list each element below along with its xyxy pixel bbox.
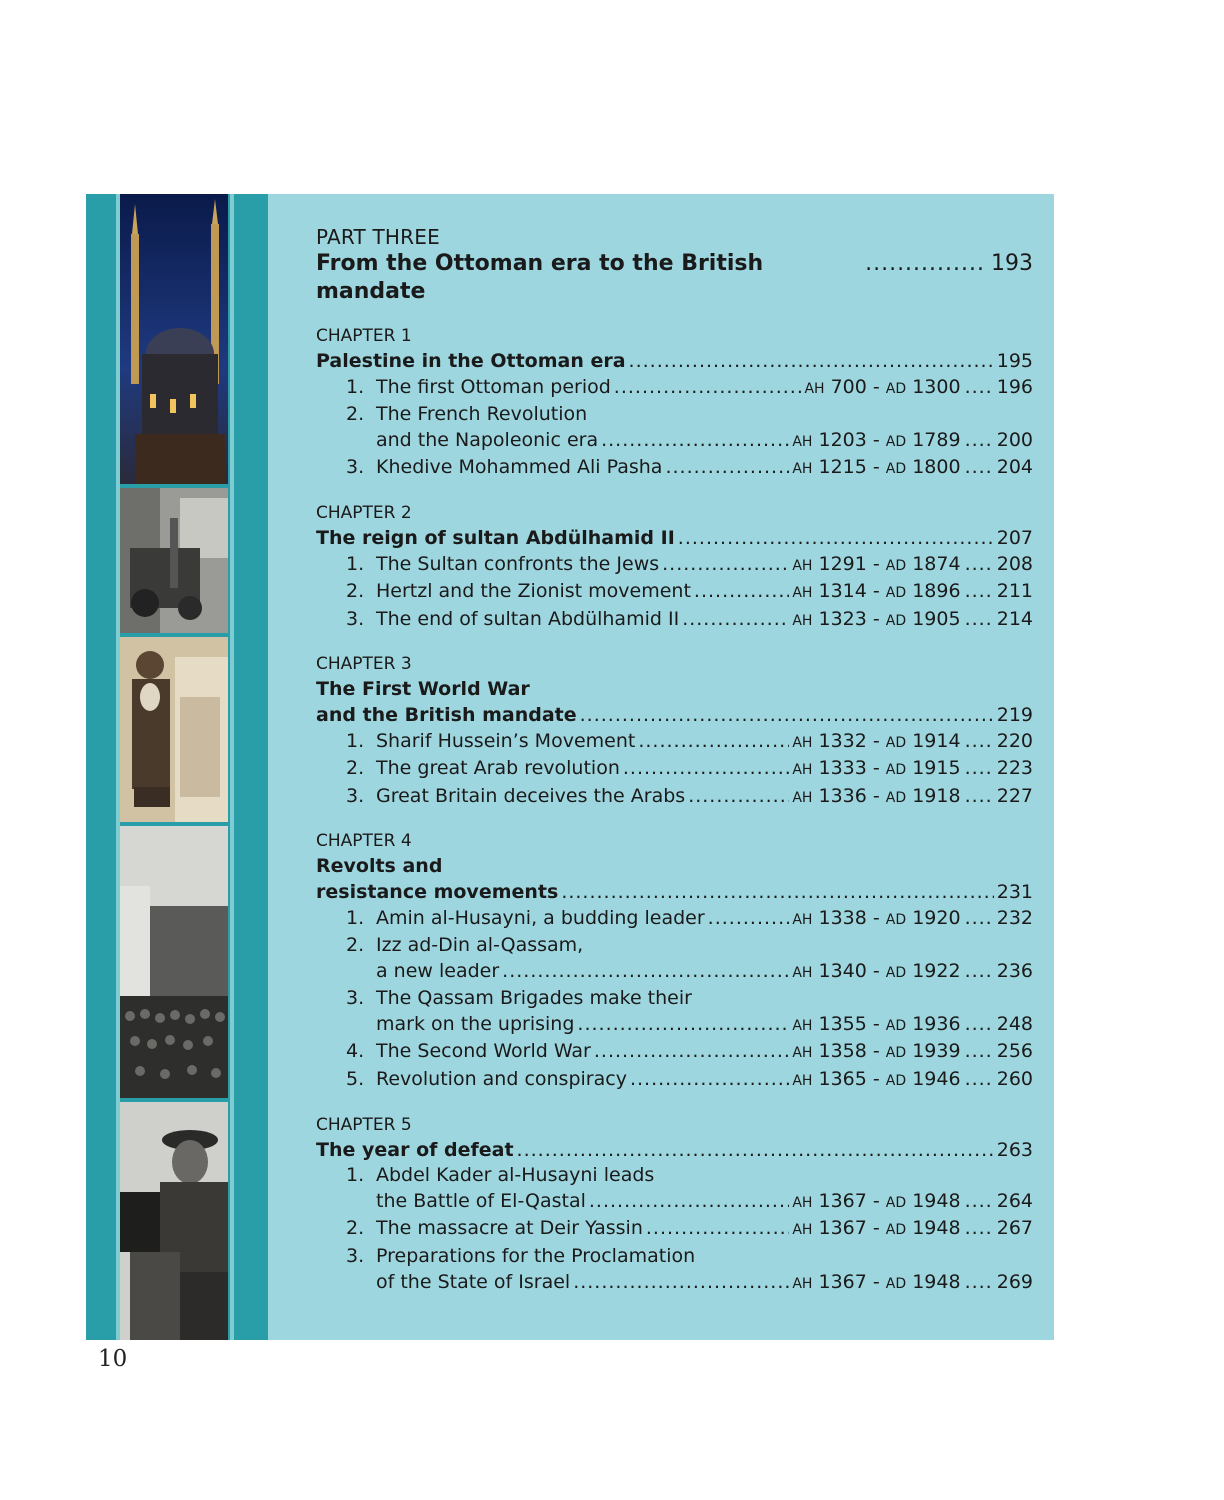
chapter-page: 207 [996, 526, 1033, 549]
street-scene-photo [120, 488, 228, 633]
section-date: AH 1355 - AD 1936 [792, 1012, 961, 1035]
chapter-title: The First World War [316, 678, 530, 701]
chapter-page: 263 [996, 1138, 1033, 1161]
section-number: 4. [346, 1040, 365, 1063]
ah-label: AH [792, 1194, 813, 1211]
ah-label: AH [804, 380, 825, 397]
chapter-2 [316, 501, 1033, 634]
section-entry-2[interactable] [316, 959, 1033, 987]
section-page: 260 [996, 1068, 1033, 1091]
dot-leader [708, 906, 790, 932]
dot-leader: .... [964, 607, 993, 630]
section-title: Revolution and conspiracy [376, 1068, 627, 1091]
dot-leader: .... [964, 1068, 993, 1091]
section-page: 208 [996, 552, 1033, 575]
chapter-title: The reign of sultan Abdülhamid II [316, 526, 675, 549]
section-title: The Qassam Brigades make their [376, 987, 692, 1010]
ah-label: AH [792, 461, 813, 478]
section-number: 2. [346, 934, 365, 957]
chapter-4 [316, 829, 1033, 1094]
chapter-1 [316, 324, 1033, 483]
section-date: AH 1365 - AD 1946 [792, 1068, 961, 1091]
section-title: of the State of Israel [376, 1270, 571, 1293]
section-title: Preparations for the Proclamation [376, 1245, 696, 1268]
dot-leader [517, 1138, 994, 1164]
ah-label: AH [792, 964, 813, 981]
section-line [316, 1244, 1033, 1270]
dot-leader [573, 1270, 789, 1296]
dot-leader: .... [964, 552, 993, 575]
ah-label: AH [792, 734, 813, 751]
dot-leader: .... [964, 784, 993, 807]
section-entry-2[interactable] [316, 1216, 1033, 1244]
part-page: 193 [991, 251, 1033, 276]
section-date: AH 1323 - AD 1905 [792, 607, 961, 630]
dot-leader: .... [964, 580, 993, 603]
dot-leader: ............... [865, 251, 985, 276]
section-title: mark on the uprising [376, 1012, 575, 1035]
section-title: Khedive Mohammed Ali Pasha [376, 456, 663, 479]
section-entry-1[interactable] [316, 906, 1033, 934]
dot-leader [638, 729, 789, 755]
ad-label: AD [885, 1194, 907, 1211]
dot-leader [577, 1012, 789, 1038]
section-title: Great Britain deceives the Arabs [376, 784, 686, 807]
section-page: 227 [996, 784, 1033, 807]
section-page: 211 [996, 580, 1033, 603]
chapter-title: and the British mandate [316, 703, 577, 726]
dot-leader: .... [964, 1189, 993, 1212]
section-number: 1. [346, 552, 365, 575]
chapter-title: Palestine in the Ottoman era [316, 350, 626, 372]
chapter-title: resistance movements [316, 880, 559, 903]
chapter-title-row[interactable] [316, 1138, 1033, 1164]
chapter-title-row[interactable] [316, 526, 1033, 552]
section-entry-3[interactable] [316, 455, 1033, 483]
ah-label: AH [792, 1073, 813, 1090]
section-title: Hertzl and the Zionist movement [376, 580, 691, 603]
page-number: 10 [98, 1346, 128, 1372]
dot-leader [688, 784, 789, 810]
ah-label: AH [792, 789, 813, 806]
section-date: AH 1338 - AD 1920 [792, 906, 961, 929]
section-date: AH 1203 - AD 1789 [792, 428, 961, 451]
section-page: 232 [996, 906, 1033, 929]
section-entry-1[interactable] [316, 729, 1033, 757]
section-page: 223 [996, 757, 1033, 780]
chapter-title-row[interactable] [316, 703, 1033, 729]
dot-leader [678, 526, 994, 552]
ah-label: AH [792, 1222, 813, 1239]
section-number: 3. [346, 607, 365, 630]
dot-leader [502, 959, 789, 985]
ah-label: AH [792, 433, 813, 450]
dot-leader [561, 880, 993, 906]
chapter-5 [316, 1113, 1033, 1298]
chapter-page: 195 [996, 350, 1033, 372]
dot-leader [614, 375, 802, 401]
section-title: The French Revolution [376, 403, 588, 426]
section-title: Izz ad-Din al-Qassam, [376, 934, 584, 957]
section-title: and the Napoleonic era [376, 428, 599, 451]
section-title: The Second World War [376, 1040, 591, 1063]
section-number: 5. [346, 1068, 365, 1091]
dot-leader [665, 455, 789, 481]
section-date: AH 1340 - AD 1922 [792, 959, 961, 982]
section-entry-2[interactable] [316, 579, 1033, 607]
ah-label: AH [792, 612, 813, 629]
strip-line-right [230, 194, 234, 1340]
section-number: 2. [346, 1217, 365, 1240]
section-date: AH 1215 - AD 1800 [792, 456, 961, 479]
chapter-page: 219 [996, 703, 1033, 726]
section-title: Abdel Kader al-Husayni leads [376, 1164, 655, 1187]
ah-label: AH [792, 1045, 813, 1062]
dot-leader: .... [964, 1040, 993, 1063]
dot-leader: .... [964, 1217, 993, 1240]
section-number: 1. [346, 1164, 365, 1187]
section-number: 2. [346, 757, 365, 780]
ah-label: AH [792, 557, 813, 574]
dot-leader: .... [964, 456, 993, 479]
ad-label: AD [885, 1275, 907, 1292]
section-number: 1. [346, 729, 365, 752]
dot-leader [682, 607, 789, 633]
section-date: AH 1332 - AD 1914 [792, 729, 961, 752]
soldiers-photo [120, 1102, 228, 1340]
section-title: The great Arab revolution [376, 757, 620, 780]
part-title-row[interactable] [316, 250, 1033, 306]
chapter-label: CHAPTER 4 [316, 831, 412, 852]
section-date: AH 1336 - AD 1918 [792, 784, 961, 807]
section-entry-2[interactable] [316, 756, 1033, 784]
section-date: AH 1314 - AD 1896 [792, 580, 961, 603]
section-date: AH 1291 - AD 1874 [792, 552, 961, 575]
dot-leader [589, 1189, 789, 1215]
section-title: Amin al-Husayni, a budding leader [376, 906, 705, 929]
section-number: 3. [346, 456, 365, 479]
dot-leader: .... [964, 428, 993, 451]
ad-label: AD [885, 1073, 907, 1090]
chapter-title-row[interactable] [316, 880, 1033, 906]
dot-leader: .... [964, 375, 993, 398]
dot-leader: .... [964, 906, 993, 929]
ah-label: AH [792, 911, 813, 928]
dot-leader: .... [964, 1012, 993, 1035]
section-entry-3[interactable] [316, 1012, 1033, 1040]
section-page: 267 [996, 1217, 1033, 1240]
section-entry-4[interactable] [316, 1039, 1033, 1067]
section-page: 264 [996, 1189, 1033, 1212]
section-title: The first Ottoman period [376, 375, 611, 398]
section-title: The Sultan confronts the Jews [376, 552, 660, 575]
chapter-3 [316, 652, 1033, 811]
dot-leader [623, 756, 789, 782]
ad-label: AD [885, 762, 907, 779]
section-title: the Battle of El-Qastal [376, 1189, 586, 1212]
chapter-title: The year of defeat [316, 1138, 514, 1161]
section-entry-2[interactable] [316, 428, 1033, 456]
dot-leader [630, 1067, 789, 1093]
section-title: a new leader [376, 959, 500, 982]
section-entry-3[interactable] [316, 784, 1033, 812]
section-entry-5[interactable] [316, 1067, 1033, 1095]
ad-label: AD [885, 1045, 907, 1062]
dot-leader [580, 703, 994, 729]
chapter-label: CHAPTER 5 [316, 1114, 412, 1135]
dot-leader [601, 428, 789, 454]
ad-label: AD [885, 734, 907, 751]
ad-label: AD [885, 789, 907, 806]
section-line [316, 986, 1033, 1012]
ad-label: AD [885, 380, 907, 397]
part-title: From the Ottoman era to the British mandate [316, 251, 764, 304]
ah-label: AH [792, 585, 813, 602]
section-number: 1. [346, 375, 365, 398]
ad-label: AD [885, 911, 907, 928]
ad-label: AD [885, 433, 907, 450]
dot-leader [594, 1039, 790, 1065]
section-number: 3. [346, 987, 365, 1010]
chapter-label: CHAPTER 3 [316, 654, 412, 675]
section-entry-1[interactable] [316, 1189, 1033, 1217]
ah-label: AH [792, 1275, 813, 1292]
section-title: The end of sultan Abdülhamid II [376, 607, 680, 630]
section-page: 236 [996, 959, 1033, 982]
section-date: AH 1367 - AD 1948 [792, 1189, 961, 1212]
ad-label: AD [885, 461, 907, 478]
ad-label: AD [885, 612, 907, 629]
section-page: 256 [996, 1040, 1033, 1063]
section-line [316, 402, 1033, 428]
section-page: 196 [996, 375, 1033, 398]
section-entry-1[interactable] [316, 552, 1033, 580]
section-date: AH 700 - AD 1300 [804, 375, 961, 398]
ah-label: AH [792, 1017, 813, 1034]
section-page: 248 [996, 1012, 1033, 1035]
section-entry-1[interactable] [316, 375, 1033, 403]
section-date: AH 1358 - AD 1939 [792, 1040, 961, 1063]
section-date: AH 1333 - AD 1915 [792, 757, 961, 780]
ad-label: AD [885, 585, 907, 602]
section-page: 204 [996, 456, 1033, 479]
section-entry-3[interactable] [316, 1270, 1033, 1298]
section-number: 3. [346, 784, 365, 807]
mosque-at-night-photo [120, 194, 228, 484]
chapter-title: Revolts and [316, 855, 443, 878]
dot-leader: .... [964, 959, 993, 982]
section-number: 1. [346, 906, 365, 929]
chapter-title-row[interactable] [316, 349, 1033, 375]
chapter-page: 231 [996, 880, 1033, 903]
section-date: AH 1367 - AD 1948 [792, 1217, 961, 1240]
chapter-label: CHAPTER 1 [316, 326, 412, 346]
section-page: 200 [996, 428, 1033, 451]
dot-leader [694, 579, 789, 605]
section-line [316, 1163, 1033, 1189]
section-number: 2. [346, 580, 365, 603]
ad-label: AD [885, 964, 907, 981]
section-title: Sharif Hussein’s Movement [376, 729, 636, 752]
section-page: 214 [996, 607, 1033, 630]
section-number: 3. [346, 1245, 365, 1268]
dot-leader [646, 1216, 789, 1242]
table-of-contents [316, 224, 1033, 1297]
elder-portrait-photo [120, 637, 228, 822]
photo-column [120, 194, 228, 1340]
section-page: 220 [996, 729, 1033, 752]
dot-leader: .... [964, 729, 993, 752]
ad-label: AD [885, 1222, 907, 1239]
ad-label: AD [885, 557, 907, 574]
ah-label: AH [792, 762, 813, 779]
section-page: 269 [996, 1270, 1033, 1293]
dot-leader [629, 349, 994, 375]
part-label: PART THREE [316, 225, 440, 249]
section-title: The massacre at Deir Yassin [376, 1217, 643, 1240]
section-date: AH 1367 - AD 1948 [792, 1270, 961, 1293]
dot-leader: .... [964, 757, 993, 780]
section-line [316, 933, 1033, 959]
section-number: 2. [346, 403, 365, 426]
dot-leader [662, 552, 789, 578]
section-entry-3[interactable] [316, 607, 1033, 635]
ad-label: AD [885, 1017, 907, 1034]
dot-leader: .... [964, 1270, 993, 1293]
chapter-label: CHAPTER 2 [316, 502, 412, 523]
crowd-photo [120, 826, 228, 1098]
